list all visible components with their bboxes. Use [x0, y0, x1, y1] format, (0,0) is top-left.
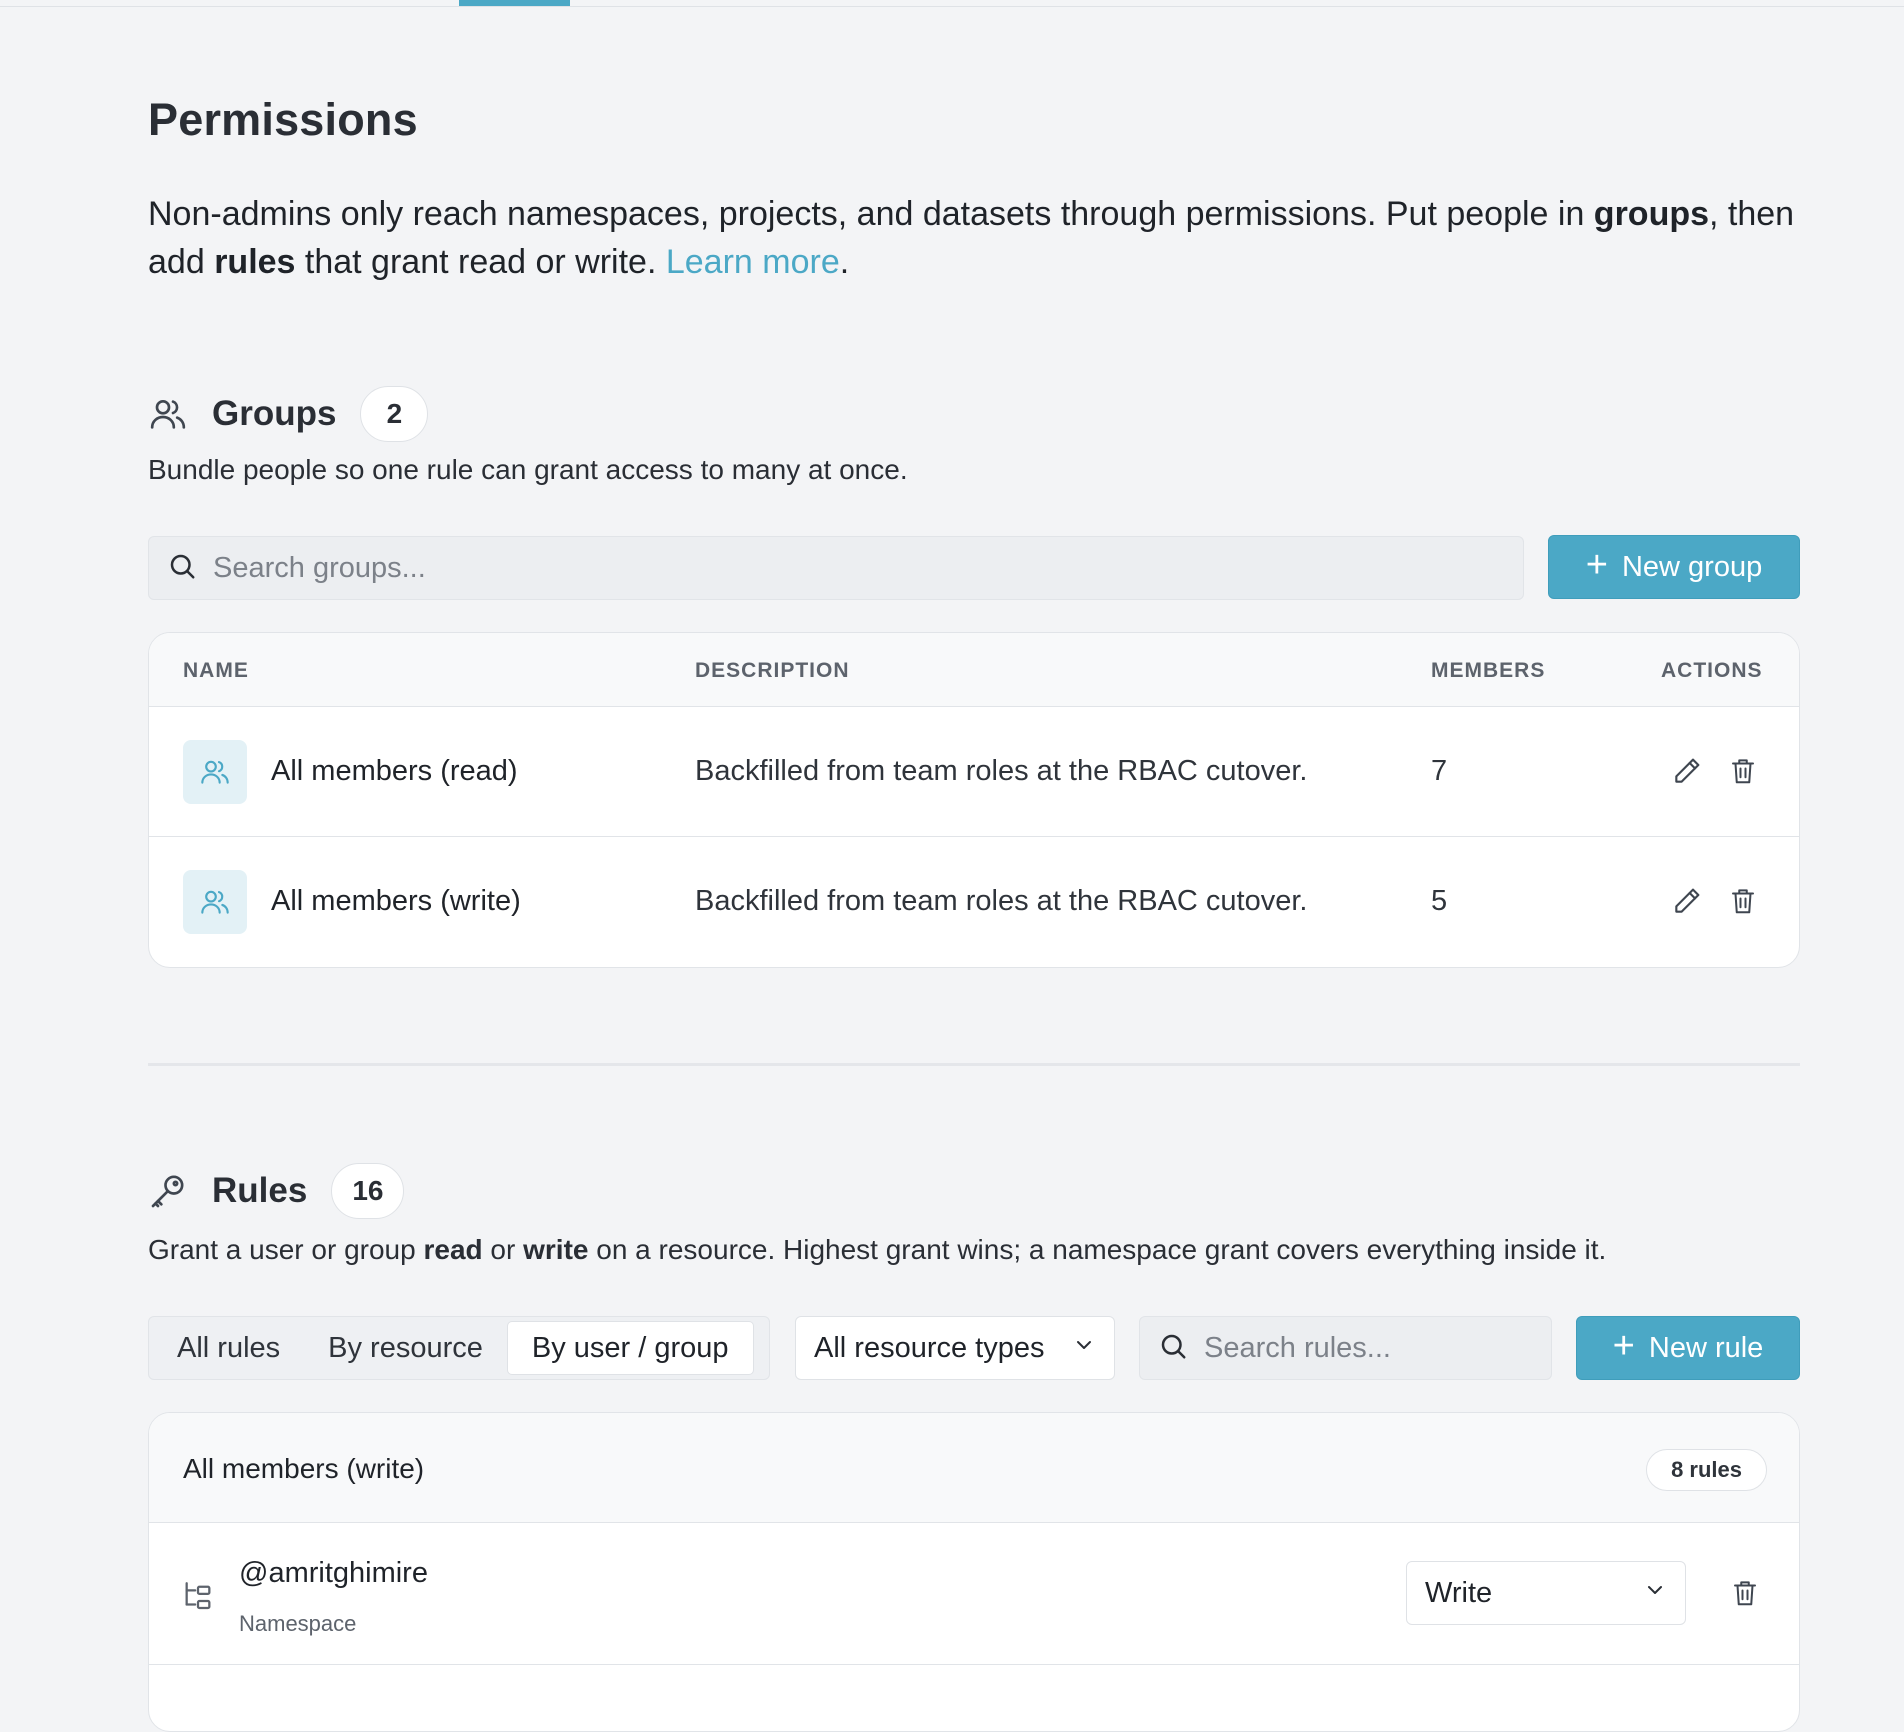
section-divider: [148, 1063, 1800, 1066]
table-row[interactable]: [149, 707, 1799, 837]
resource-type-filter-value: All resource types: [814, 1331, 1045, 1364]
column-header-members[interactable]: MEMBERS: [1431, 659, 1546, 682]
rules-desc-text: Grant a user or group: [148, 1234, 424, 1265]
intro-text: .: [839, 243, 850, 281]
rule-resource-name[interactable]: @amritghimire: [239, 1557, 428, 1589]
edit-pencil-icon[interactable]: [1669, 883, 1705, 919]
access-level-value: Write: [1425, 1576, 1493, 1609]
group-description: Backfilled from team roles at the RBAC cutover.: [695, 755, 1308, 787]
delete-trash-icon[interactable]: [1725, 883, 1761, 919]
table-row[interactable]: [149, 837, 1799, 967]
edit-pencil-icon[interactable]: [1669, 753, 1705, 789]
intro-text: Non-admins only reach namespaces, projects, and datasets through permissions. Put people in: [148, 195, 1594, 233]
access-level-select[interactable]: [1406, 1561, 1686, 1625]
rule-resource-type: Namespace: [239, 1611, 357, 1636]
rules-count-pill: 8 rules: [1646, 1449, 1767, 1491]
intro-bold-rules: rules: [214, 243, 296, 281]
new-group-button[interactable]: [1548, 535, 1800, 599]
groups-title: Groups: [212, 394, 337, 433]
groups-search[interactable]: [148, 536, 1524, 600]
groups-search-input[interactable]: [213, 552, 1523, 585]
rules-group-header[interactable]: [149, 1413, 1799, 1523]
group-avatar: [183, 740, 247, 804]
intro-text: , then add: [148, 195, 1795, 281]
top-tab-bar: [0, 0, 1904, 7]
plus-icon: +: [1612, 1325, 1635, 1367]
column-header-name[interactable]: NAME: [183, 659, 249, 682]
rules-count-badge: 16: [331, 1163, 404, 1219]
groups-count-badge: 2: [360, 386, 428, 442]
intro-bold-groups: groups: [1593, 195, 1710, 233]
resource-type-filter[interactable]: [795, 1316, 1115, 1380]
group-name[interactable]: All members (write): [271, 885, 521, 917]
key-icon: [148, 1171, 188, 1211]
groups-table-header: [149, 633, 1799, 707]
rules-group-card: [148, 1412, 1800, 1732]
rules-search[interactable]: [1139, 1316, 1552, 1380]
rules-desc-text: on a resource. Highest grant wins; a namespace grant covers everything inside it.: [588, 1234, 1607, 1265]
tab-by-user-group[interactable]: By user / group: [507, 1321, 754, 1375]
search-icon: [1158, 1331, 1188, 1366]
groups-description: Bundle people so one rule can grant access to many at once.: [148, 454, 908, 485]
groups-header: [148, 384, 428, 444]
new-rule-button[interactable]: [1576, 1316, 1800, 1380]
tab-by-resource[interactable]: By resource: [328, 1331, 483, 1364]
new-group-label: New group: [1621, 550, 1763, 583]
plus-icon: +: [1585, 544, 1608, 586]
column-header-actions: ACTIONS: [1661, 659, 1763, 682]
group-name[interactable]: All members (read): [271, 755, 518, 787]
page-intro: [148, 190, 1800, 286]
group-members-count: 7: [1431, 755, 1448, 787]
delete-trash-icon[interactable]: [1725, 753, 1761, 789]
rules-view-toggle: [148, 1316, 770, 1380]
rules-search-input[interactable]: [1204, 1332, 1581, 1365]
rules-desc-bold-write: write: [523, 1234, 589, 1265]
group-description: Backfilled from team roles at the RBAC cutover.: [695, 885, 1308, 917]
column-header-description[interactable]: DESCRIPTION: [695, 659, 850, 682]
rules-title: Rules: [212, 1171, 308, 1210]
intro-text: that grant read or write.: [295, 243, 666, 281]
chevron-down-icon: [1072, 1332, 1096, 1365]
chevron-down-icon: [1643, 1577, 1667, 1610]
rule-row: [149, 1523, 1799, 1665]
learn-more-link[interactable]: Learn more: [665, 243, 840, 281]
group-avatar: [183, 870, 247, 934]
rules-desc-bold-read: read: [423, 1234, 483, 1265]
groups-table: [148, 632, 1800, 968]
delete-trash-icon[interactable]: [1727, 1575, 1763, 1611]
search-icon: [167, 551, 197, 586]
page-title: Permissions: [148, 94, 418, 145]
rules-group-title: All members (write): [183, 1453, 425, 1484]
new-rule-label: New rule: [1648, 1331, 1764, 1364]
active-tab-indicator: [459, 0, 570, 6]
rules-description: [148, 1234, 1606, 1266]
namespace-tree-icon: [181, 1579, 215, 1613]
rules-desc-text: or: [482, 1234, 524, 1265]
group-members-count: 5: [1431, 885, 1448, 917]
users-icon: [148, 394, 188, 434]
rules-header: [148, 1161, 404, 1221]
tab-all-rules[interactable]: All rules: [177, 1331, 281, 1364]
